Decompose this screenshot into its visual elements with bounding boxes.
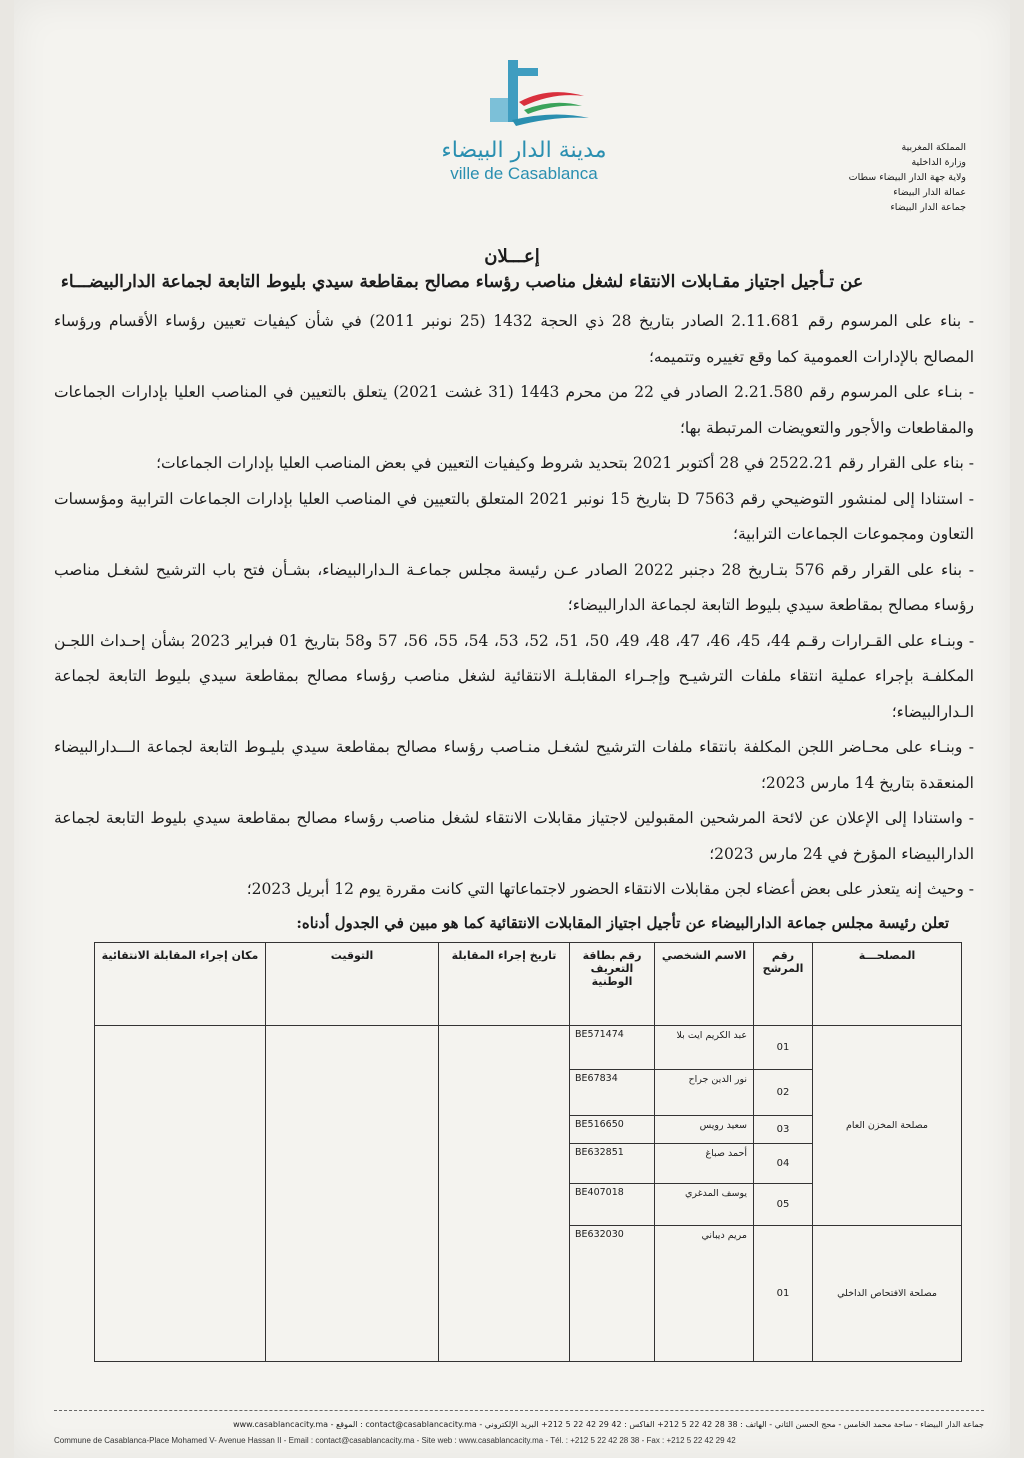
service-cell: مصلحة المخزن العام: [813, 1026, 962, 1226]
date-cell: [439, 1026, 570, 1362]
header-line: عمالة الدار البيضاء: [893, 187, 966, 198]
announcement-subtitle: عن تـأجيل اجتياز مقـابلات الانتقاء لشغل مناصب رؤساء مصالح بمقاطعة سيدي بليوط التابعة لجماعة الدارالبيضـــاء: [60, 272, 864, 292]
table-row: [95, 1026, 962, 1070]
candidate-number: 04: [754, 1144, 813, 1184]
document-page: [14, 0, 1010, 1458]
preamble-paragraph: - بناء على المرسوم رقم 2.11.681 الصادر بتاريخ 28 ذي الحجة 1432 (25 نونبر 2011) في شأن كيفيات تعيين رؤساء الأقسام ورؤساء المصالح بالإدارات العمومية كما وقع تغييره وتتميمه؛: [54, 312, 974, 366]
preamble: [54, 304, 974, 908]
footer-divider: [54, 1410, 984, 1411]
header-name: الاسم الشخصي: [655, 943, 754, 1026]
preamble-paragraph: - واستنادا إلى الإعلان عن لائحة المرشحين المقبولين لاجتياز مقابلات الانتقاء لشغل مناصب رؤساء مصالح بمقاطعة سيدي بليوط التابعة لجماعة الدارالبيضاء المؤرخ في 24 مارس 2023؛: [54, 809, 974, 863]
preamble-paragraph: - وبنـاء على محـاضر اللجن المكلفة بانتقاء ملفات الترشيح لشغـل منـاصب رؤساء مصالح بمقاطعة سيدي بليـوط التابعة لجماعة الـــدارالبيضاء المنعقدة بتاريخ 14 مارس 2023؛: [54, 738, 974, 792]
candidate-number: 01: [754, 1026, 813, 1070]
place-cell: [95, 1026, 266, 1362]
logo-arabic-text: مدينة الدار البيضاء: [441, 138, 607, 163]
candidate-id: BE407018: [570, 1184, 655, 1226]
candidate-number: 01: [754, 1226, 813, 1362]
announcement-title: إعـــلان: [484, 246, 540, 267]
candidate-id: BE67834: [570, 1070, 655, 1116]
time-cell: [266, 1026, 439, 1362]
candidate-number: 05: [754, 1184, 813, 1226]
candidate-number: 03: [754, 1116, 813, 1144]
city-logo: [424, 58, 624, 188]
header-interview-date: تاريخ إجراء المقابلة: [439, 943, 570, 1026]
header-service: المصلحـــة: [813, 943, 962, 1026]
candidate-name: عبد الكريم ايت بلا: [655, 1026, 754, 1070]
interview-schedule-table: [94, 942, 962, 1362]
footer-arabic: جماعة الدار البيضاء - ساحة محمد الخامس - محج الحسن الثاني - الهاتف : 38 28 42 22 5 212+ الفاكس : 42 29 42 22 5 212+ البريد الإلكتروني - contact@casablancacity.ma : الموقع - www.casablancacity.ma: [233, 1420, 984, 1429]
logo-french-text: ville de Casablanca: [450, 164, 598, 183]
candidate-name: نور الدين جراح: [655, 1070, 754, 1116]
table-header-row: [95, 943, 962, 1026]
header-national-id: رقم بطاقة التعريف الوطنية: [570, 943, 655, 1026]
candidate-id: BE632851: [570, 1144, 655, 1184]
candidate-name: سعيد رويس: [655, 1116, 754, 1144]
header-line: وزارة الداخلية: [911, 157, 966, 168]
header-authority-block: [796, 140, 966, 215]
preamble-paragraph: - بناء على القرار رقم 2522.21 في 28 أكتوبر 2021 بتحديد شروط وكيفيات التعيين في بعض المناصب العليا بإدارات الجماعات؛: [156, 454, 974, 472]
casablanca-logo-icon: [424, 58, 624, 138]
announcement-statement: تعلن رئيسة مجلس جماعة الدارالبيضاء عن تأجيل اجتياز المقابلات الانتقائية كما هو مبين في الجدول أدناه:: [296, 914, 949, 932]
candidate-name: مريم ديباني: [655, 1226, 754, 1362]
header-place: مكان إجراء المقابلة الانتقائية: [95, 943, 266, 1026]
preamble-paragraph: - وبنـاء على القـرارات رقـم 44، 45، 46، 47، 48، 49، 50، 51، 52، 53، 54، 55، 56، 57 و58 بتاريخ 01 فبراير 2023 بشأن إحـداث اللجـن المكلفـة بإجراء عملية انتقاء ملفات الترشيـح وإجـراء المقابلـة الانتقائية لشغل مناصب رؤساء مصالح بمقاطعة سيدي بليوط التابعة لجماعة الـدارالبيضاء؛: [54, 631, 975, 721]
header-line: جماعة الدار البيضاء: [890, 202, 966, 213]
candidate-id: BE632030: [570, 1226, 655, 1362]
candidate-id: BE571474: [570, 1026, 655, 1070]
candidate-name: يوسف المدغري: [655, 1184, 754, 1226]
header-candidate-number: رقم المرشح: [754, 943, 813, 1026]
preamble-paragraph: - استنادا إلى لمنشور التوضيحي رقم 7563 D بتاريخ 15 نونبر 2021 المتعلق بالتعيين في المناصب العليا بإدارات الجماعات الترابية ومؤسسات التعاون ومجموعات الجماعات الترابية؛: [54, 489, 975, 543]
header-line: ولاية جهة الدار البيضاء سطات: [848, 172, 966, 183]
preamble-paragraph: - بناء على القرار رقم 576 بتـاريخ 28 دجنبر 2022 الصادر عـن رئيسة مجلس جماعـة الـدارالبيضاء، بشـأن فتح باب الترشيح لشغـل مناصب رؤساء مصالح بمقاطعة سيدي بليوط التابعة لجماعة الدارالبيضاء؛: [54, 560, 974, 614]
preamble-paragraph: - بنـاء على المرسوم رقم 2.21.580 الصادر في 22 من محرم 1443 (31 غشت 2021) يتعلق بالتعيين في المناصب العليا بإدارات الجماعات والمقاطعات والأجور والتعويضات المرتبطة بها؛: [54, 383, 974, 437]
preamble-paragraph: - وحيث إنه يتعذر على بعض أعضاء لجن مقابلات الانتقاء الحضور لاجتماعاتها التي كانت مقررة يوم 12 أبريل 2023؛: [246, 880, 974, 898]
header-line: المملكة المغربية: [901, 142, 966, 153]
footer-french: Commune de Casablanca-Place Mohamed V- Avenue Hassan II - Email : contact@casablancacity.ma - Site web : www.casablancacity.ma - Tél. : +212 5 22 42 28 38 - Fax : +212 5 22 42 29 42: [54, 1436, 736, 1445]
header-time: التوقيت: [266, 943, 439, 1026]
service-cell: مصلحة الافتحاص الداخلي: [813, 1226, 962, 1362]
candidate-name: أحمد صباغ: [655, 1144, 754, 1184]
candidate-number: 02: [754, 1070, 813, 1116]
candidate-id: BE516650: [570, 1116, 655, 1144]
